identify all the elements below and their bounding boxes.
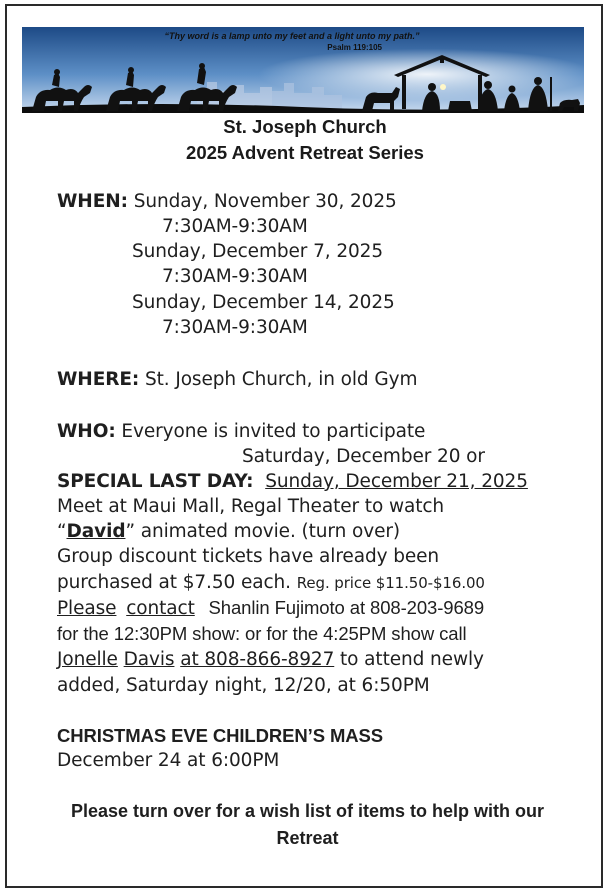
regular-price: Reg. price $11.50-$16.00	[296, 574, 485, 592]
movie-quote-open: “	[57, 521, 67, 542]
davis-word: Davis	[123, 649, 175, 670]
when-time-1: 7:30AM-9:30AM	[162, 216, 308, 237]
jonelle-word: Jonelle	[57, 649, 118, 670]
who-line	[57, 421, 425, 442]
when-time-2: 7:30AM-9:30AM	[162, 266, 308, 287]
added-line: added, Saturday night, 12/20, at 6:50PM	[57, 675, 430, 696]
when-date-2: Sunday, December 7, 2025	[132, 241, 384, 262]
jonelle-phone: at 808-866-8927	[180, 649, 335, 670]
when-date-1: Sunday, November 30, 2025	[133, 191, 397, 212]
price-line	[57, 572, 485, 593]
when-date-3: Sunday, December 14, 2025	[132, 292, 395, 313]
attend-text: to attend newly	[340, 649, 484, 670]
special-date: Sunday, December 21, 2025	[265, 471, 528, 492]
please-word: Please	[57, 598, 117, 619]
special-line	[57, 471, 528, 492]
where-line	[57, 369, 417, 390]
movie-line	[57, 521, 400, 542]
show-times-line: for the 12:30PM show: or for the 4:25PM show call	[57, 623, 467, 644]
christmas-date: December 24 at 6:00PM	[57, 750, 280, 771]
series-title: 2025 Advent Retreat Series	[186, 142, 424, 163]
contact-name-phone: Shanlin Fujimoto at 808-203-9689	[208, 597, 485, 618]
when-time-3: 7:30AM-9:30AM	[162, 317, 308, 338]
contact-word: contact	[126, 598, 195, 619]
when-label: WHEN:	[57, 191, 128, 212]
banner-verse: “Thy word is a lamp unto my feet and a light unto my path.”	[164, 31, 420, 41]
when-line-1	[57, 191, 397, 212]
movie-title: David	[66, 521, 126, 542]
where-label: WHERE:	[57, 369, 140, 390]
jonelle-line	[57, 649, 484, 670]
christmas-title: CHRISTMAS EVE CHILDREN’S MASS	[57, 725, 384, 746]
movie-note: ” animated movie. (turn over)	[125, 521, 400, 542]
special-label: SPECIAL LAST DAY:	[57, 471, 254, 492]
who-text: Everyone is invited to participate	[121, 421, 426, 442]
where-text: St. Joseph Church, in old Gym	[145, 369, 418, 390]
nativity-banner	[22, 27, 584, 113]
special-meet: Meet at Maui Mall, Regal Theater to watch	[57, 496, 445, 517]
nativity-scene-image	[22, 27, 584, 113]
discount-line: Group discount tickets have already been	[57, 546, 440, 567]
who-alt-date: Saturday, December 20 or	[242, 446, 485, 467]
footer-note: Please turn over for a wish list of items to help with our Retreat	[70, 801, 545, 848]
church-name: St. Joseph Church	[223, 116, 387, 137]
contact-line	[57, 597, 484, 619]
discount-price: purchased at $7.50 each.	[57, 572, 291, 593]
who-label: WHO:	[57, 421, 116, 442]
banner-reference: Psalm 119:105	[327, 43, 382, 52]
